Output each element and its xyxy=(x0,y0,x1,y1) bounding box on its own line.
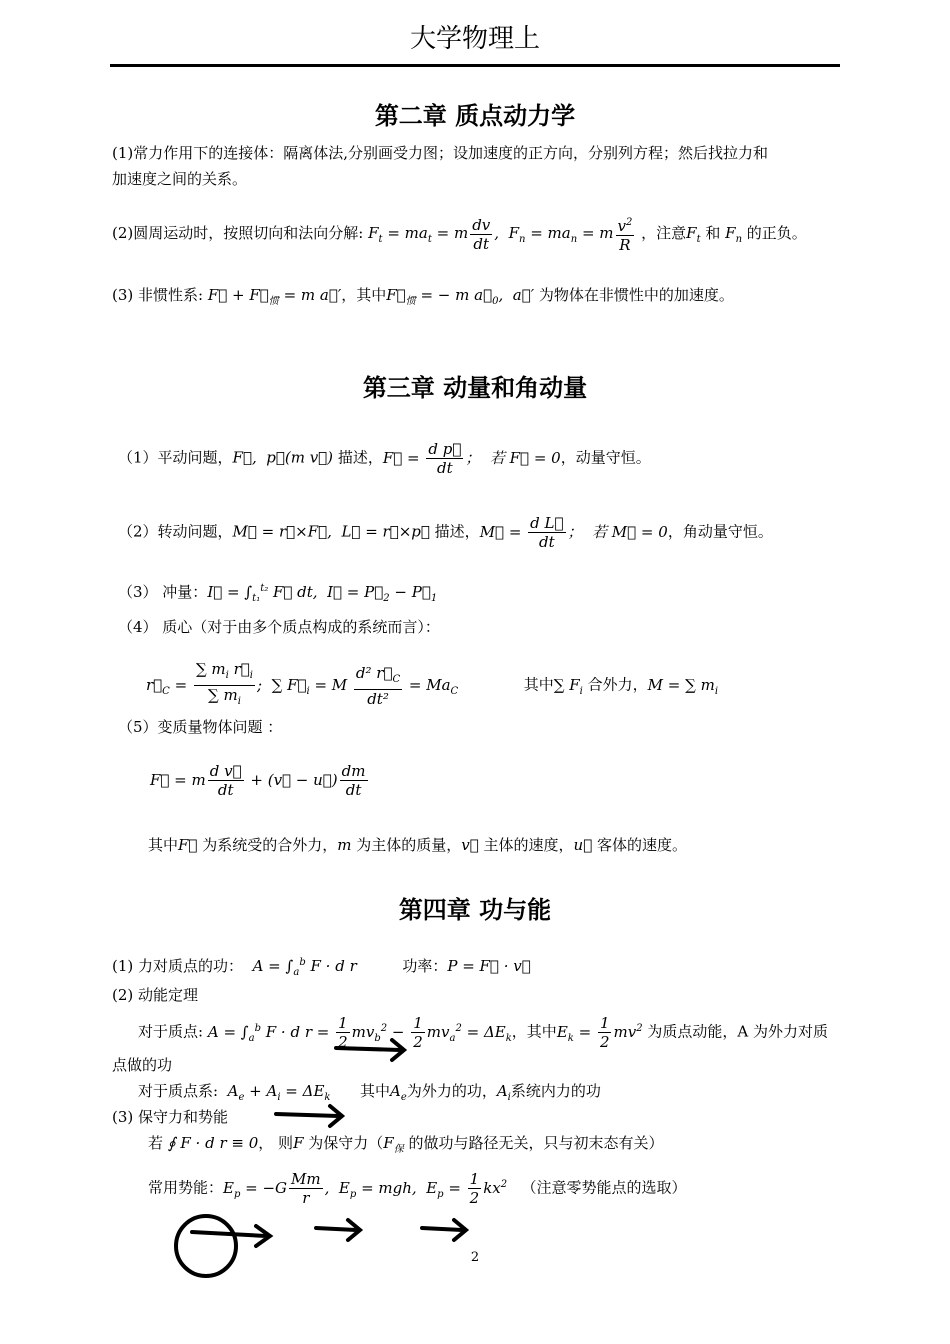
ch3-formula-center-of-mass: $r⃗_C$ = $\frac{\sum m_i r⃗_i}{\sum m_i}$ ; ∑ $F⃗_i = M$ $\frac{d^2 r⃗_C}{\text{dt²}}$ = $Ma_C$ xyxy=(146,660,459,708)
page-header: 大学物理上 xyxy=(409,24,540,54)
ch3-formula-impulse: I⃗ = $\int_{t_1}^{t_2}$ F⃗ dt, I⃗ = $P⃗_2$ − $P⃗_1$ xyxy=(207,583,438,604)
ch4-symbol-Ai: $A_i$ xyxy=(496,1082,511,1103)
ch4-formula-closed-loop: ∮ F · d r ≡ 0 xyxy=(167,1134,259,1152)
ch4-formula-kinetic-theorem: $A = \int_a^b$ F · d r = $\frac{1}{2}$ $mv_b^2$ − $\frac{1}{2}$ $mv_a^2 = \Delta E_k$ xyxy=(207,1014,512,1051)
ch4-item-2-c: 对于质点系: xyxy=(138,1082,219,1100)
page-number: 2 xyxy=(470,1250,480,1265)
ch4-item-2-a: 对于质点: xyxy=(138,1022,204,1041)
ch4-item-3-amid: ， 则 xyxy=(258,1134,294,1152)
ch4-symbol-Fbao: $F_保$ xyxy=(383,1134,404,1155)
ch3-item-3-label: （3） 冲量： xyxy=(118,583,208,601)
ch2-item-3-tail: 为物体在非惯性中的加速度。 xyxy=(538,286,734,304)
ch4-item-3: (3) 保守力和势能 xyxy=(112,1108,229,1126)
ch4-item-3-a: 若 xyxy=(148,1134,164,1152)
ch2-item-2-label: (2)圆周运动时，按照切向和法向分解: xyxy=(112,224,364,242)
ch3-formula-momentum: F⃗, p⃗(m v⃗) xyxy=(232,448,334,467)
ch2-item-1: (1)常力作用下的连接体：隔离体法,分别画受力图；设加速度的正方向，分别列方程；然后找拉力和 xyxy=(112,144,769,162)
chapter-3-title: 第三章 动量和角动量 xyxy=(362,374,588,402)
arrow-mark xyxy=(422,1220,466,1240)
ch4-item-2-cont: 点做的功 xyxy=(112,1056,173,1074)
ch3-formula-sum-force: ∑ $F_i$ xyxy=(553,675,583,697)
ch3-formula-total-mass: M = ∑ $m_i$ xyxy=(647,675,719,697)
arrow-mark xyxy=(336,1040,404,1060)
ch4-item-3-atail2: 的做功与路径无关，只与初末态有关） xyxy=(408,1134,664,1152)
ch4-formula-power: P = F⃗ · v⃗ xyxy=(447,957,531,975)
ch3-symbol-v: v⃗ xyxy=(461,836,479,854)
ch3-item-4-tail: 合外力， xyxy=(587,675,648,694)
ch2-item-1-cont: 加速度之间的关系。 xyxy=(112,170,248,188)
ch2-item-3-label: (3) 非惯性系: xyxy=(112,286,204,304)
ch4-item-2-ctail1: 为外力的功， xyxy=(406,1082,497,1100)
ch3-formula-variable-mass-expr: F⃗ = m $\frac{\text{d v⃗}}{dt}$ + (v⃗ − u⃗) $\frac{dm}{dt}$ xyxy=(150,762,366,799)
ch3-symbol-m: m xyxy=(337,836,352,854)
ch4-formula-kinetic-energy: $E_k$ = $\frac{1}{2}$ $mv^2$ xyxy=(556,1014,643,1051)
ch4-symbol-F: F xyxy=(293,1134,304,1152)
ch2-formula-tangential: $F_t = ma_t = m$ $\frac{dv}{dt}$ , $F_n = ma_n = m$ $\frac{v^2}{R}$ xyxy=(368,215,633,254)
ch3-item-1-label: （1）平动问题， xyxy=(118,448,233,467)
ch4-item-1-label: (1) 力对质点的功： xyxy=(112,957,244,975)
ch3-symbol-F: F⃗ xyxy=(178,836,198,854)
ch4-item-3-btail: （注意零势能点的选取） xyxy=(521,1178,687,1197)
circle-mark xyxy=(176,1216,236,1276)
ch4-item-2-ctail2: 系统内力的功 xyxy=(510,1082,601,1100)
ch2-formula-noninertial: F⃗ + $F⃗_惯 = m$ a⃗′ xyxy=(207,286,342,307)
ch3-item-2-mid: 描述， xyxy=(434,522,480,541)
ch3-item-4: （4） 质心（对于由多个质点构成的系统而言）： xyxy=(118,618,440,636)
ch2-formula-inertial-force: $F⃗_惯$ = − m $a⃗_0$, a⃗′ xyxy=(386,286,535,307)
ch4-item-3-atail: 为保守力（ xyxy=(308,1134,384,1152)
ch2-item-2-tail: ，注意$F_t$ 和 $F_n$ 的正负。 xyxy=(641,224,807,245)
ch4-formula-system: $A_e + A_i = \Delta E_k$ xyxy=(227,1082,331,1103)
ch4-formula-potentials: $E_p = -G$ $\frac{Mm}{r}$ , $E_p$ = mgh, $E_p$ = $\frac{1}{2}$ $kx^2$ xyxy=(223,1170,508,1207)
ch4-item-1-mid: 功率： xyxy=(402,957,448,975)
chapter-4-title: 第四章 功与能 xyxy=(398,896,552,924)
arrow-mark xyxy=(316,1220,360,1240)
ch3-symbol-u: u⃗ xyxy=(573,836,593,854)
ch4-symbol-Ae: $A_e$ xyxy=(390,1082,407,1103)
ch3-formula-angular: M⃗ = r⃗×F⃗, L⃗ = r⃗×p⃗ xyxy=(232,522,430,541)
chapter-2-title: 第二章 质点动力学 xyxy=(374,102,576,130)
ch4-item-2-mid: ，其中 xyxy=(511,1022,557,1041)
ch4-item-3-b: 常用势能： xyxy=(148,1178,224,1197)
ch4-item-2-tail: 为质点动能，A 为外力对质 xyxy=(647,1022,828,1041)
ch4-item-2: (2) 动能定理 xyxy=(112,986,199,1004)
ch4-item-2-cmid: 其中 xyxy=(360,1082,391,1100)
ch3-item-2-label: （2）转动问题， xyxy=(118,522,233,541)
ch3-item-6-d: 客体的速度。 xyxy=(597,836,688,854)
ch2-item-3-mid: ，其中 xyxy=(341,286,387,304)
ch3-item-5: （5）变质量物体问题 ： xyxy=(118,718,283,736)
ch3-formula-newton: F⃗ = $\frac{\text{d p⃗}}{dt}$ ； 若 F⃗ = 0 xyxy=(382,440,561,477)
arrow-mark xyxy=(276,1106,342,1126)
ch3-item-6-a: 为系统受的合外力， xyxy=(202,836,338,854)
ch3-item-6-c: 主体的速度， xyxy=(483,836,574,854)
ch3-item-4-mid: 其中 xyxy=(523,675,554,694)
ch3-item-1-tail: ，动量守恒。 xyxy=(560,448,651,467)
ch3-item-2-tail: ，角动量守恒。 xyxy=(667,522,773,541)
ch3-formula-torque: M⃗ = $\frac{\text{d L⃗}}{dt}$ ； 若 M⃗ = 0 xyxy=(479,514,668,551)
ch3-item-1-mid: 描述， xyxy=(337,448,383,467)
ch4-formula-work: $A = \int_a^b$ F · d r xyxy=(252,957,357,978)
ch3-item-6-label: 其中 xyxy=(148,836,179,854)
ch3-item-6-b: 为主体的质量， xyxy=(356,836,462,854)
